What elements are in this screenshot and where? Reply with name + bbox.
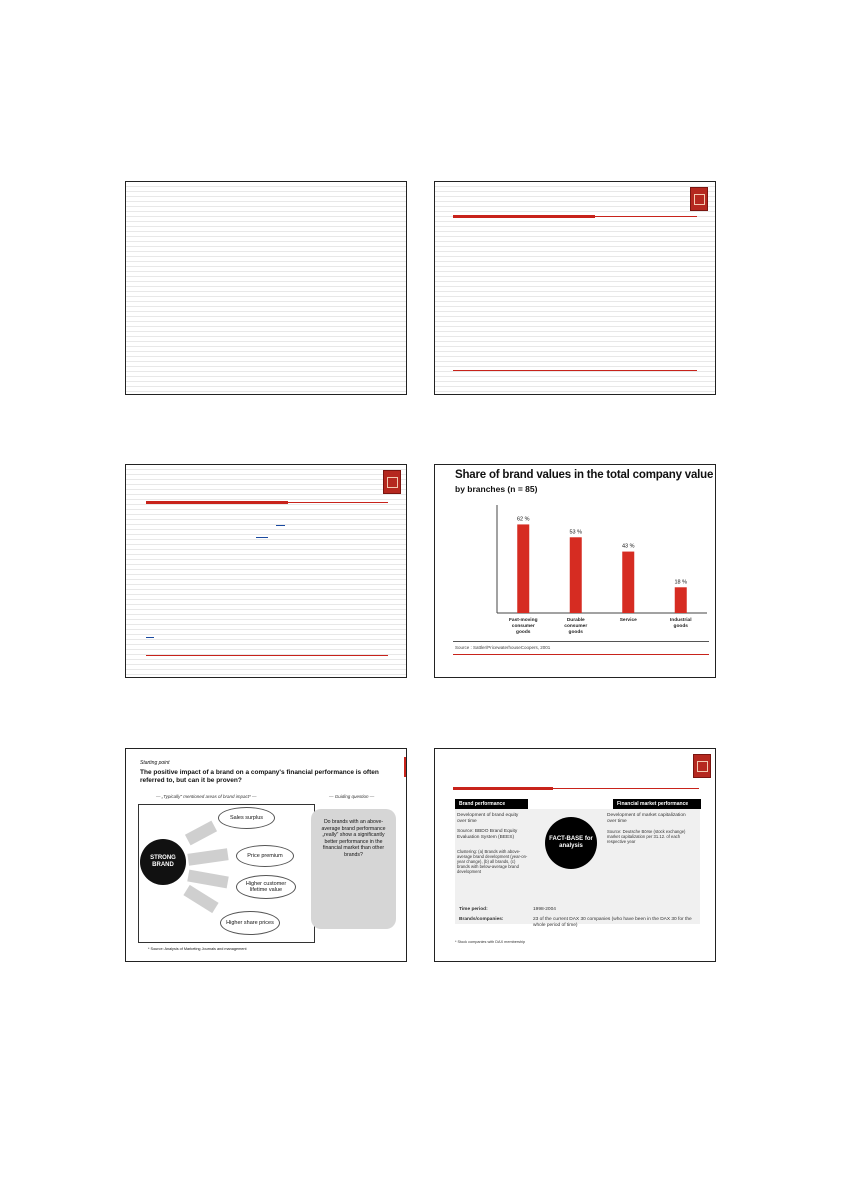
category-label-2: Service bbox=[619, 618, 637, 623]
guiding-question-box: Do brands with an above-average brand performance „really" show a significantly better performance in the financial market than other brands? bbox=[311, 809, 396, 929]
slide-6 bbox=[434, 748, 716, 962]
category-label-0: Fast-moving bbox=[508, 618, 538, 623]
brand-performance-header: Brand performance bbox=[455, 799, 528, 809]
oval-share-prices: Higher share prices bbox=[220, 911, 280, 935]
slide-5 bbox=[125, 748, 407, 962]
financial-performance-header: Financial market performance bbox=[613, 799, 701, 809]
brand-equity-text: Development of brand equity over time bbox=[457, 813, 519, 824]
right-accent bbox=[404, 757, 407, 777]
university-logo-icon bbox=[693, 754, 711, 778]
starting-point-label: Starting point bbox=[140, 760, 170, 766]
time-period-value: 1998-2004 bbox=[533, 907, 556, 912]
footer-line bbox=[453, 654, 709, 655]
title-underline bbox=[553, 788, 699, 789]
slide-1-placeholder-lines bbox=[126, 182, 406, 394]
slide-3 bbox=[125, 464, 407, 678]
slide-4-chart bbox=[434, 464, 716, 678]
bar-3 bbox=[675, 587, 687, 613]
title-underline bbox=[288, 502, 388, 503]
bar-1 bbox=[570, 537, 582, 613]
brands-label: Brands/companies: bbox=[459, 917, 504, 922]
footer-line bbox=[146, 655, 388, 656]
title-bar bbox=[146, 501, 288, 504]
source-line bbox=[453, 641, 709, 642]
oval-sales-surplus: Sales surplus bbox=[218, 807, 275, 829]
university-logo-icon bbox=[690, 187, 708, 211]
slide-2-placeholder-lines bbox=[435, 182, 715, 394]
category-label-0: goods bbox=[516, 630, 531, 635]
oval-customer-lifetime: Higher customer lifetime value bbox=[236, 875, 296, 899]
chart-title: Share of brand values in the total company value bbox=[455, 469, 714, 481]
brands-value: 23 of the current DAX 30 companies (who have been in the DAX 30 for the whole period of time) bbox=[533, 917, 692, 928]
time-period-label: Time period: bbox=[459, 907, 488, 912]
clustering-text: Clustering: (a) Brands with above-average brand development (year-on-year change), (b) all brands, (c) brands with below-average brand development bbox=[457, 849, 528, 874]
slide-2 bbox=[434, 181, 716, 395]
category-label-1: consumer bbox=[564, 624, 588, 629]
market-cap-text: Development of market capitalization over time bbox=[607, 813, 686, 824]
chart-subtitle: by branches (n = 85) bbox=[455, 484, 538, 494]
data-label-2: 43 % bbox=[621, 543, 635, 550]
data-label-3: 18 % bbox=[674, 579, 688, 586]
strong-brand-circle: STRONG BRAND bbox=[140, 839, 186, 885]
slide-headline: The positive impact of a brand on a company's financial performance is often referred to, but can it be proven? bbox=[140, 769, 379, 784]
link-mark bbox=[276, 525, 285, 526]
slide-footnote: * Stock companies with DAX membership bbox=[455, 940, 526, 944]
bar-2 bbox=[622, 552, 634, 613]
link-mark bbox=[256, 537, 268, 538]
bar-0 bbox=[517, 524, 529, 613]
footer-line bbox=[453, 370, 697, 371]
impact-areas-label: — „Typically" mentioned areas of brand impact* — bbox=[156, 794, 257, 799]
fact-base-circle: FACT-BASE for analysis bbox=[545, 817, 597, 869]
category-label-1: goods bbox=[568, 630, 583, 635]
category-label-1: Durable bbox=[566, 618, 585, 623]
title-bar bbox=[453, 215, 595, 218]
category-label-3: goods bbox=[673, 624, 688, 629]
boerse-source-text: Source: Deutsche Börse (stock exchange) market capitalization per 31.12. of each respective year bbox=[607, 829, 686, 844]
data-label-0: 62 % bbox=[516, 516, 530, 523]
title-underline bbox=[595, 216, 697, 217]
oval-price-premium: Price premium bbox=[236, 845, 294, 867]
data-label-1: 53 % bbox=[569, 529, 583, 536]
university-logo-icon bbox=[383, 470, 401, 494]
slide-footnote: * Source: Analysis of Marketing Journals and management bbox=[148, 947, 247, 951]
slide-1 bbox=[125, 181, 407, 395]
link-mark bbox=[146, 637, 154, 638]
slide-3-placeholder-lines bbox=[126, 465, 406, 677]
chart-source: Source : Sattler/PricewaterhouseCoopers, 2001 bbox=[455, 645, 551, 650]
bees-source-text: Source: BBDO Brand Equity Evaluation System (BEES) bbox=[457, 829, 518, 840]
guiding-question-label: — Guiding question — bbox=[329, 794, 375, 799]
category-label-3: Industrial bbox=[669, 618, 692, 623]
title-bar bbox=[453, 787, 553, 790]
category-label-0: consumer bbox=[511, 624, 535, 629]
